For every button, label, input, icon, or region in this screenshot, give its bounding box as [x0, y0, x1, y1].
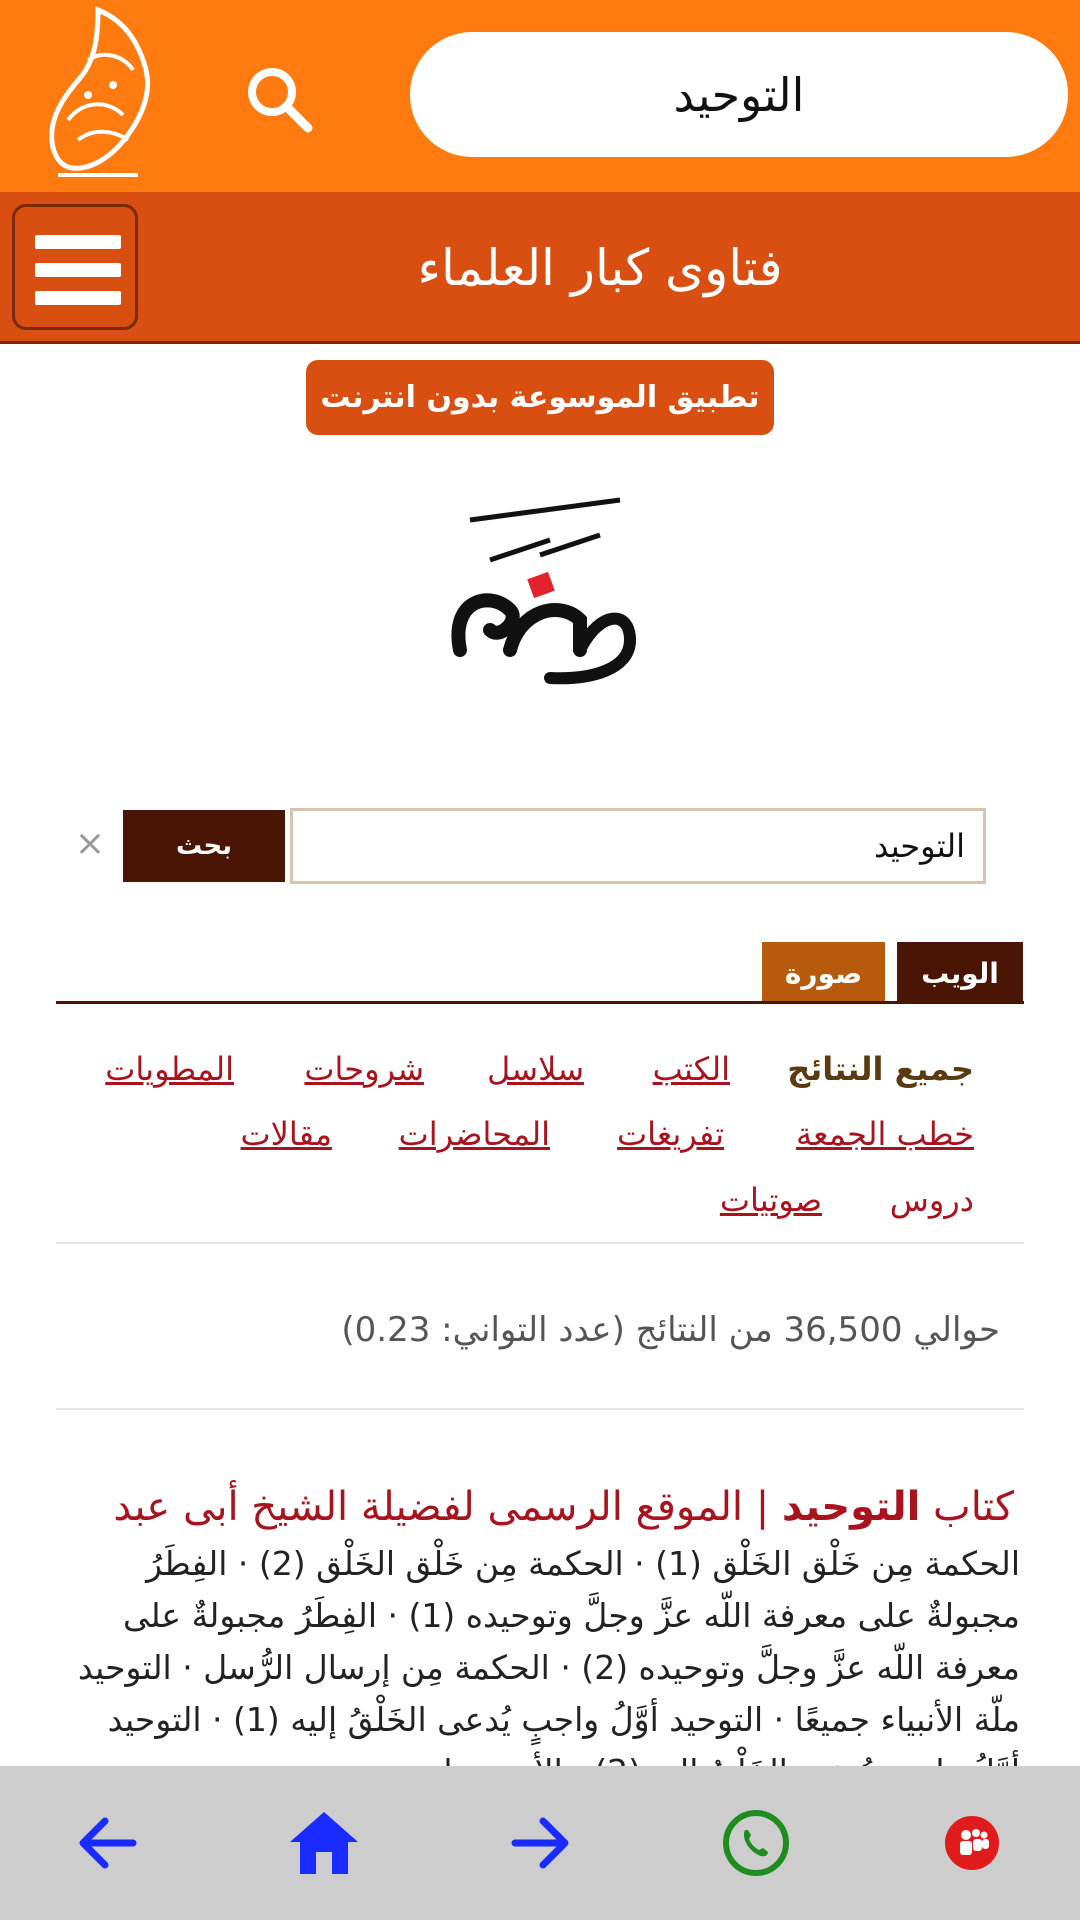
mawsoah-logo[interactable]: [28, 0, 168, 192]
arrow-back-icon[interactable]: [28, 1766, 188, 1920]
category-lectures[interactable]: المحاضرات: [398, 1115, 550, 1153]
category-friday-sermons[interactable]: خطب الجمعة: [795, 1115, 974, 1153]
result-title-prefix: كتاب: [920, 1484, 1014, 1530]
search-icon[interactable]: [240, 60, 320, 140]
whatsapp-icon[interactable]: [676, 1766, 836, 1920]
tab-web[interactable]: الويب: [897, 942, 1023, 1004]
top-bar: [0, 0, 1080, 192]
category-articles[interactable]: مقالات: [240, 1115, 332, 1153]
title-bar: [0, 192, 1080, 344]
category-lessons[interactable]: دروس: [889, 1181, 974, 1219]
result-title-keyword: التوحيد: [781, 1484, 921, 1530]
top-search-input[interactable]: التوحيد: [410, 32, 1068, 157]
search-submit-button[interactable]: بحث: [123, 810, 285, 882]
category-books[interactable]: الكتب: [652, 1050, 730, 1088]
arrow-forward-icon[interactable]: [460, 1766, 620, 1920]
result-snippet: الحكمة مِن خَلْق الخَلْق (1) · الحكمة مِن خَلْق الخَلْق (2) · الفِطَرُ مجبولةٌ على معرفة اللّه عزَّ وجلَّ وتوحيده (1) · الفِطَرُ مجبولةٌ على معرفة اللّه عزَّ وجلَّ وتوحيده (2) · الحكمة مِن إرسال الرُّسل · التوحيد ملّة الأنبياء جميعًا · التوحيد أوَّلُ واجبٍ يُدعى الخَلْقُ إليه (1) · التوحيد: [77, 1544, 1020, 1739]
divider: [56, 1408, 1024, 1410]
offline-app-button[interactable]: تطبيق الموسوعة بدون انترنت: [306, 360, 774, 435]
category-all-results[interactable]: جميع النتائج: [787, 1050, 974, 1088]
tab-image[interactable]: صورة: [762, 942, 885, 1004]
category-pamphlets[interactable]: المطويات: [105, 1050, 234, 1088]
search-input[interactable]: التوحيد: [290, 808, 986, 884]
myspace-icon[interactable]: [892, 1766, 1052, 1920]
bottom-nav-bar: [0, 1766, 1080, 1920]
clear-search-button[interactable]: ×: [74, 823, 106, 864]
category-audios[interactable]: صوتيات: [719, 1181, 822, 1219]
category-transcripts[interactable]: تفريغات: [617, 1115, 724, 1153]
results-count: حوالي 36,500 من النتائج (عدد التواني: 0.23): [341, 1310, 1000, 1350]
result-title-link[interactable]: [113, 1484, 1014, 1530]
divider: [56, 1242, 1024, 1244]
hamburger-menu-icon[interactable]: [12, 204, 138, 330]
result-title-suffix: | الموقع الرسمى لفضيلة الشيخ أبى عبد: [113, 1484, 782, 1530]
category-series[interactable]: سلاسل: [487, 1050, 584, 1088]
home-icon[interactable]: [244, 1766, 404, 1920]
page-title: فتاوى كبار العلماء: [417, 239, 783, 297]
category-explanations[interactable]: شروحات: [304, 1050, 424, 1088]
fatawa-calligraphy-logo: [430, 500, 650, 690]
tabs-underline: [56, 1001, 1024, 1004]
